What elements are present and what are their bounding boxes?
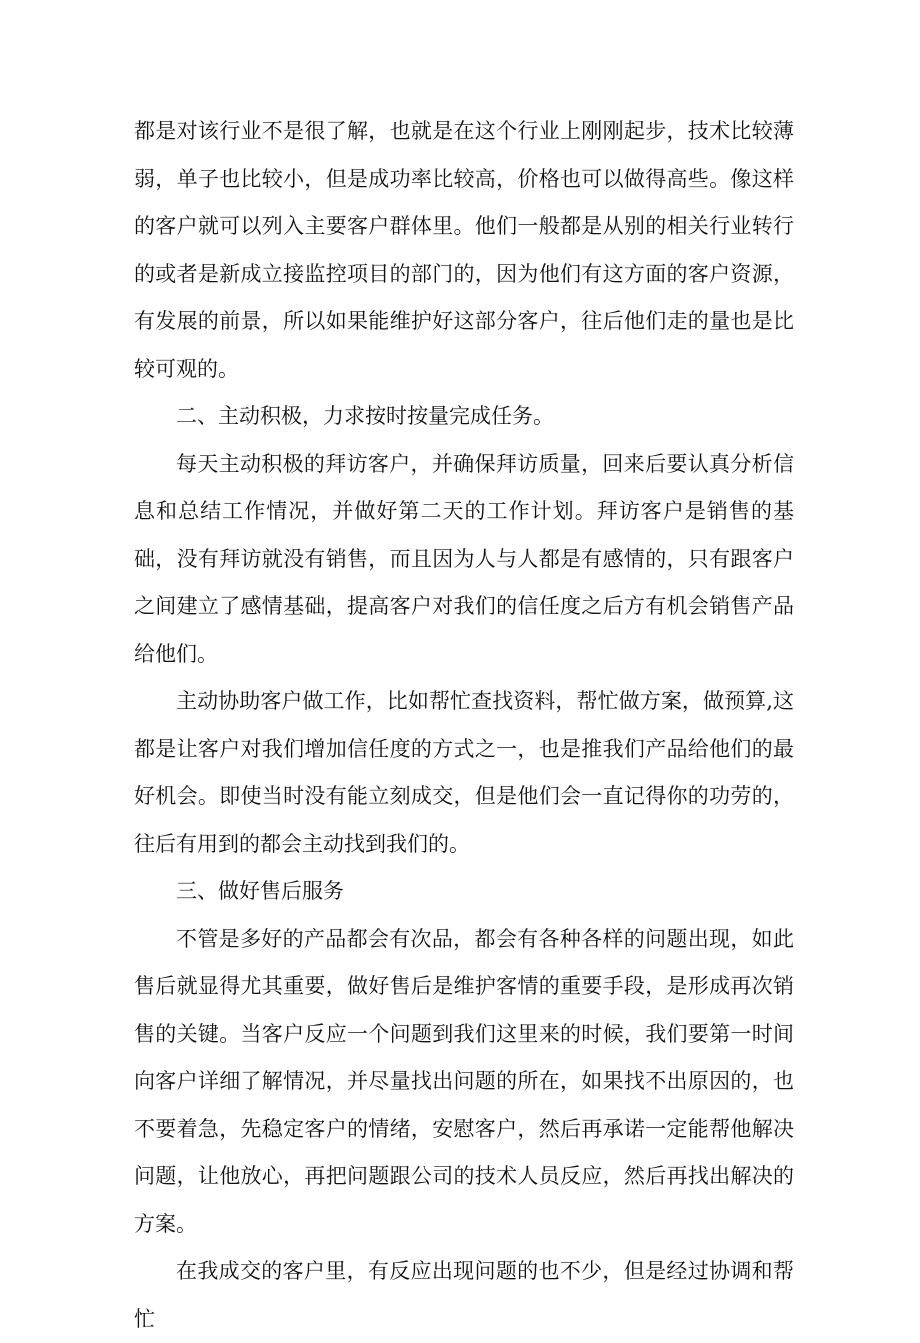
paragraph-assist-customers: 主动协助客户做工作，比如帮忙查找资料，帮忙做方案，做预算,这都是让客户对我们增加信任度的方式之一，也是推我们产品给他们的最好机会。即使当时没有能立刻成交，但是他们会一直记得你的功劳的，往后有用到的都会主动找到我们的。 <box>134 689 794 856</box>
section-heading-3: 三、做好售后服务 <box>176 879 344 903</box>
section-heading-2: 二、主动积极，力求按时按量完成任务。 <box>176 404 554 428</box>
paragraph-visit-customers: 每天主动积极的拜访客户，并确保拜访质量，回来后要认真分析信息和总结工作情况，并做好第二天的工作计划。拜访客户是销售的基础，没有拜访就没有销售，而且因为人与人都是有感情的，只有跟客户之间建立了感情基础，提高客户对我们的信任度之后方有机会销售产品给他们。 <box>134 451 794 666</box>
paragraph-closing: 在我成交的客户里，有反应出现问题的也不少，但是经过协调和帮忙 <box>134 1259 794 1331</box>
document-body <box>134 108 794 1343</box>
paragraph-after-sales: 不管是多好的产品都会有次品，都会有各种各样的问题出现，如此售后就显得尤其重要，做好售后是维护客情的重要手段，是形成再次销售的关键。当客户反应一个问题到我们这里来的时候，我们要第一时间向客户详细了解情况，并尽量找出问题的所在，如果找不出原因的，也不要着急，先稳定客户的情绪，安慰客户，然后再承诺一定能帮他解决问题，让他放心，再把问题跟公司的技术人员反应，然后再找出解决的方案。 <box>134 926 794 1236</box>
paragraph-continuation: 都是对该行业不是很了解，也就是在这个行业上刚刚起步，技术比较薄弱，单子也比较小，但是成功率比较高，价格也可以做得高些。像这样的客户就可以列入主要客户群体里。他们一般都是从别的相关行业转行的或者是新成立接监控项目的部门的，因为他们有这方面的客户资源，有发展的前景，所以如果能维护好这部分客户，往后他们走的量也是比较可观的。 <box>134 119 794 381</box>
